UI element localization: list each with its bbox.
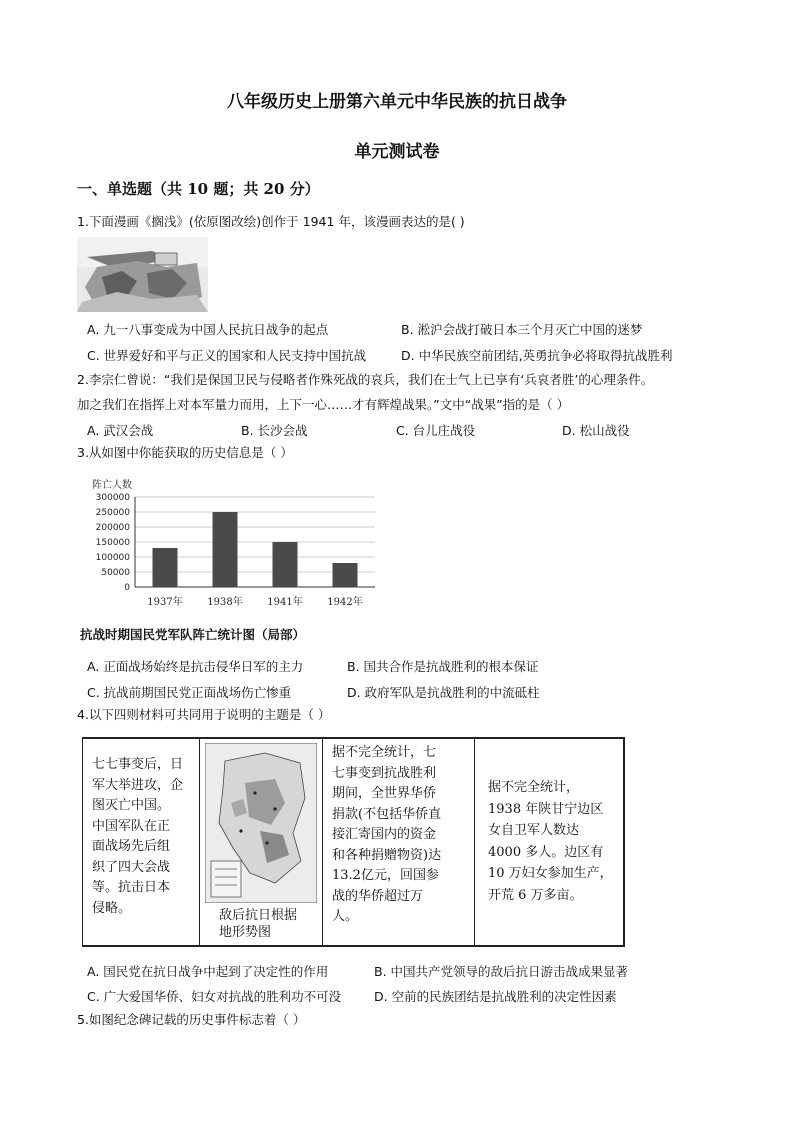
material-3-text: 据不完全统计，七 七事变到抗战胜利 期间，全世界华侨 捐款(不包括华侨直 接汇寄国内的资金 和各种捐赠物资)达 13.2亿元，回国参 战的华侨超过万 人。 (332, 745, 442, 924)
page-title: 八年级历史上册第六单元中华民族的抗日战争 (227, 92, 567, 112)
question-3-stem: 3.从如图中你能获取的历史信息是（ ） (77, 445, 293, 460)
chart-y-tick-label: 100000 (95, 553, 130, 563)
chart-y-tick-label: 50000 (101, 568, 130, 578)
chart-bar (153, 548, 178, 587)
chart-y-axis-label: 阵亡人数 (92, 480, 132, 491)
chart-y-tick-label: 200000 (95, 523, 130, 533)
chart-bar (213, 512, 238, 587)
chart-x-tick-label: 1942年 (327, 597, 363, 608)
chart-bar (273, 542, 298, 587)
map-icon (205, 743, 317, 903)
chart-y-tick-label: 300000 (95, 493, 130, 503)
q2-option-d[interactable]: D. 松山战役 (562, 423, 630, 438)
chart-y-tick-label: 0 (124, 583, 130, 593)
q2-option-c[interactable]: C. 台儿庄战役 (396, 423, 476, 438)
q2-option-b[interactable]: B. 长沙会战 (241, 423, 308, 438)
material-3 (324, 739, 475, 945)
chart-x-tick-label: 1938年 (207, 597, 243, 608)
q1-option-d[interactable]: D. 中华民族空前团结,英勇抗争必将取得抗战胜利 (401, 348, 673, 363)
material-2 (201, 739, 323, 945)
chart-bar (333, 563, 358, 587)
q4-option-a[interactable]: A. 国民党在抗日战争中起到了决定性的作用 (87, 964, 329, 979)
q3-option-c[interactable]: C. 抗战前期国民党正面战场伤亡惨重 (87, 685, 292, 700)
q3-option-a[interactable]: A. 正面战场始终是抗击侵华日军的主力 (87, 659, 304, 674)
question-2-stem-line1: 2.李宗仁曾说：“我们是保国卫民与侵略者作殊死战的哀兵，我们在士气上已享有‘兵哀者胜’的心理条件。 (77, 372, 654, 387)
materials-panel (82, 737, 625, 947)
material-4-text: 据不完全统计， 1938 年陕甘宁边区 女自卫军人数达 4000 多人。边区有 10 万妇女参加生产， 开荒 6 万多亩。 (488, 780, 613, 903)
chart-bars (153, 512, 358, 587)
question-1-stem: 1.下面漫画《搁浅》(依原图改绘)创作于 1941 年，该漫画表达的是( ) (77, 214, 465, 229)
q1-option-a[interactable]: A. 九一八事变成为中国人民抗日战争的起点 (87, 322, 329, 337)
chart-y-tick-label: 250000 (95, 508, 130, 518)
section-heading: 一、单选题（共 10 题；共 20 分） (77, 180, 320, 198)
chart-x-tick-label: 1941年 (267, 597, 303, 608)
question-5-stem: 5.如图纪念碑记载的历史事件标志着（ ） (77, 1012, 306, 1027)
question-2-stem-line2: 加之我们在指挥上对本军量力而用，上下一心……才有辉煌战果。”文中“战果”指的是（ ） (77, 397, 570, 412)
cartoon-image (77, 237, 208, 312)
q2-option-a[interactable]: A. 武汉会战 (87, 423, 154, 438)
q1-option-c[interactable]: C. 世界爱好和平与正义的国家和人民支持中国抗战 (87, 348, 367, 363)
casualty-bar-chart (80, 476, 380, 616)
q1-option-b[interactable]: B. 淞沪会战打破日本三个月灭亡中国的迷梦 (401, 322, 643, 337)
material-4 (476, 739, 623, 945)
chart-x-ticks (147, 595, 362, 608)
chart-y-tick-label: 150000 (95, 538, 130, 548)
question-4-stem: 4.以下四则材料可共同用于说明的主题是（ ） (77, 707, 331, 722)
material-1 (83, 739, 200, 945)
chart-x-tick-label: 1937年 (147, 597, 183, 608)
stranded-ship-cartoon-icon (77, 237, 208, 312)
base-area-map-image (205, 743, 317, 903)
q3-option-d[interactable]: D. 政府军队是抗战胜利的中流砥柱 (347, 685, 540, 700)
material-2-caption: 敌后抗日根据 地形势图 (219, 908, 298, 940)
q3-option-b[interactable]: B. 国共合作是抗战胜利的根本保证 (347, 659, 539, 674)
q4-option-b[interactable]: B. 中国共产党领导的敌后抗日游击战成果显著 (374, 964, 629, 979)
q4-option-c[interactable]: C. 广大爱国华侨、妇女对抗战的胜利功不可没 (87, 989, 342, 1004)
material-1-text: 七七事变后，日 军大举进攻，企 图灭亡中国。 中国军队在正 面战场先后组 织了四大会战 等。抗击日本 侵略。 (92, 757, 184, 916)
chart-y-ticks (96, 493, 131, 593)
chart-title: 抗战时期国民党军队阵亡统计图（局部） (80, 627, 306, 642)
q4-option-d[interactable]: D. 空前的民族团结是抗战胜利的决定性因素 (374, 989, 617, 1004)
page-subtitle: 单元测试卷 (354, 142, 440, 162)
